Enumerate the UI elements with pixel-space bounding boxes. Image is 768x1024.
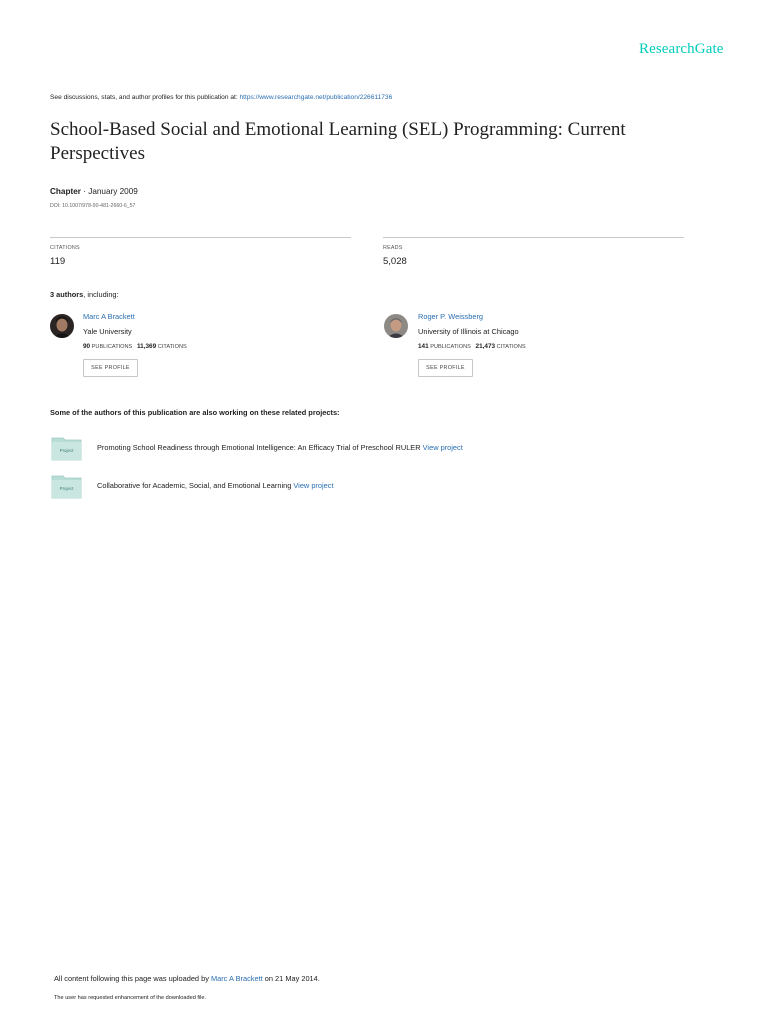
- publication-meta: [50, 187, 138, 196]
- author-publications-count: 90: [83, 343, 91, 350]
- publication-url-link[interactable]: https://www.researchgate.net/publication/226611736: [239, 94, 393, 101]
- reads-divider: [383, 237, 684, 238]
- project-folder-icon: [51, 436, 82, 461]
- author-publications-count: 141: [418, 343, 429, 350]
- author-photo-icon: [384, 314, 408, 338]
- upload-note: [54, 974, 320, 983]
- author-citations-count: 11,369: [136, 343, 157, 350]
- publication-type: Chapter: [50, 187, 81, 196]
- author-photo-icon: [50, 314, 74, 338]
- reads-label: READS: [383, 245, 403, 251]
- project-icon-label: Project: [59, 486, 74, 491]
- author-citations-count: 21,473: [475, 343, 496, 350]
- discussion-prefix: See discussions, stats, and author profiles for this publication at:: [50, 94, 240, 101]
- author-publications-label: PUBLICATIONS: [430, 344, 471, 350]
- project-folder-icon: [51, 474, 82, 499]
- avatar-roger-weissberg[interactable]: [384, 314, 408, 338]
- publication-doi: DOI: 10.1007/978-90-481-2660-6_57: [50, 203, 136, 209]
- enhancement-note: The user has requested enhancement of the downloaded file.: [54, 995, 207, 1001]
- citations-value: 119: [50, 256, 66, 267]
- author-stats: [83, 343, 187, 350]
- author-name-link[interactable]: Marc A Brackett: [83, 312, 135, 321]
- author-affiliation: Yale University: [83, 327, 132, 336]
- project-item: [97, 481, 334, 490]
- author-name-link[interactable]: Roger P. Weissberg: [418, 312, 484, 321]
- view-project-link[interactable]: View project: [422, 443, 463, 452]
- view-project-link[interactable]: View project: [293, 481, 334, 490]
- project-item: [97, 443, 463, 452]
- project-title: Promoting School Readiness through Emotional Intelligence: An Efficacy Trial of Preschool RULER: [97, 443, 423, 452]
- author-affiliation: University of Illinois at Chicago: [418, 327, 519, 336]
- upload-suffix: on 21 May 2014.: [262, 974, 320, 983]
- author-stats: [418, 343, 526, 350]
- publication-date: January 2009: [88, 187, 138, 196]
- project-title: Collaborative for Academic, Social, and Emotional Learning: [97, 481, 294, 490]
- see-profile-button[interactable]: SEE PROFILE: [418, 359, 473, 377]
- reads-value: 5,028: [383, 256, 407, 267]
- upload-prefix: All content following this page was uploaded by: [54, 974, 211, 983]
- citations-divider: [50, 237, 351, 238]
- publication-title: School-Based Social and Emotional Learning (SEL) Programming: Current Perspectives: [50, 119, 626, 164]
- project-icon-label: Project: [59, 448, 74, 453]
- authors-including: , including:: [83, 290, 119, 299]
- see-profile-button[interactable]: SEE PROFILE: [83, 359, 138, 377]
- citations-label: CITATIONS: [50, 245, 80, 251]
- author-publications-label: PUBLICATIONS: [91, 344, 133, 350]
- related-projects-heading: Some of the authors of this publication are also working on these related projects:: [50, 408, 340, 417]
- authors-heading: [50, 290, 119, 299]
- meta-separator: ·: [80, 187, 89, 196]
- author-citations-label: CITATIONS: [496, 344, 526, 350]
- uploader-link[interactable]: Marc A Brackett: [210, 974, 263, 983]
- avatar-marc-brackett[interactable]: [50, 314, 74, 338]
- researchgate-logo[interactable]: ResearchGate: [639, 41, 724, 57]
- discussion-line: [50, 94, 392, 101]
- authors-count: 3 authors: [50, 290, 84, 299]
- author-citations-label: CITATIONS: [157, 344, 187, 350]
